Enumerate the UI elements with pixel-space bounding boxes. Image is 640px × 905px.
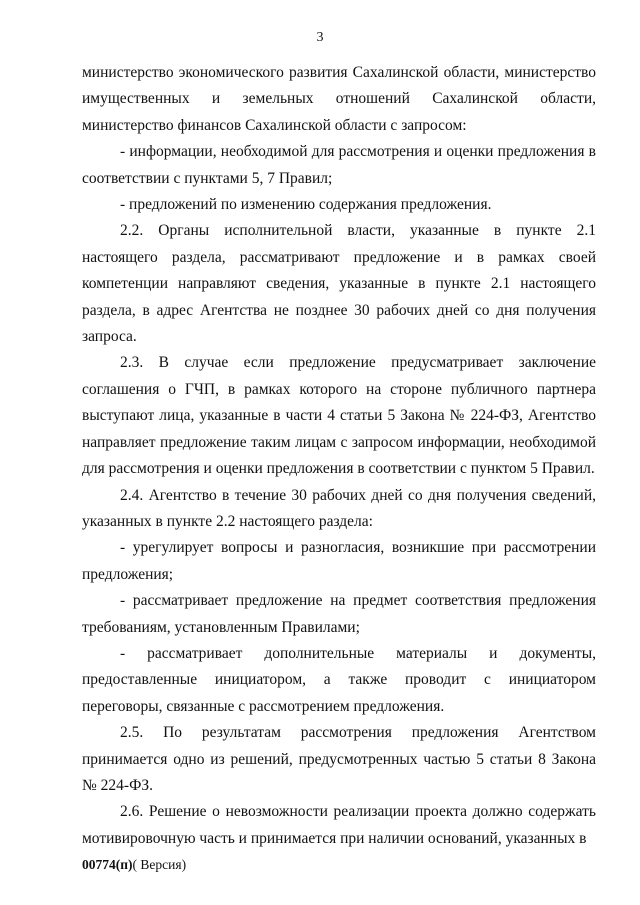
paragraph-bullet-proposals: - предложений по изменению содержания предложения.: [120, 196, 492, 214]
paragraph-bullet-materials: - рассматривает дополнительные материалы и документы, предоставленные инициатором, а также проводит с инициатором переговоры, связанные с рассмотрением предложения.: [82, 644, 596, 715]
page-number: 3: [316, 30, 324, 45]
paragraph-bullet-resolve: - урегулирует вопросы и разногласия, возникшие при рассмотрении предложения;: [82, 539, 596, 583]
document-body: [82, 60, 596, 852]
footer-document-code: 00774(п): [82, 857, 133, 872]
paragraph-bullet-information: - информации, необходимой для рассмотрения и оценки предложения в соответствии с пунктами 5, 7 Правил;: [82, 143, 596, 187]
paragraph-2-6: 2.6. Решение о невозможности реализации проекта должно содержать мотивировочную часть и принимается при наличии оснований, указанных в: [82, 803, 596, 847]
document-footer: [82, 857, 186, 873]
paragraph-bullet-conformity: - рассматривает предложение на предмет соответствия предложения требованиям, установленным Правилами;: [82, 592, 596, 636]
paragraph-2-3: 2.3. В случае если предложение предусматривает заключение соглашения о ГЧП, в рамках которого на стороне публичного партнера выступают лица, указанные в части 4 статьи 5 Закона № 224-ФЗ, Агентство направляет предложение таким лицам с запросом информации, необходимой для рассмотрения и оценки предложения в соответствии с пунктом 5 Правил.: [82, 354, 596, 478]
paragraph-2-4: 2.4. Агентство в течение 30 рабочих дней со дня получения сведений, указанных в пункте 2.2 настоящего раздела:: [82, 486, 596, 530]
paragraph-2-5: 2.5. По результатам рассмотрения предложения Агентством принимается одно из решений, предусмотренных частью 5 статьи 8 Закона № 224-ФЗ.: [82, 724, 596, 794]
footer-version: ( Версия): [132, 857, 187, 872]
paragraph-intro: министерство экономического развития Сахалинской области, министерство имущественных и земельных отношений Сахалинской области, министерство финансов Сахалинской области с запросом:: [82, 64, 596, 134]
paragraph-2-2: 2.2. Органы исполнительной власти, указанные в пункте 2.1 настоящего раздела, рассматривают предложение и в рамках своей компетенции направляют сведения, указанные в пункте 2.1 настоящего раздела, в адрес Агентства не позднее 30 рабочих дней со дня получения запроса.: [82, 222, 596, 346]
